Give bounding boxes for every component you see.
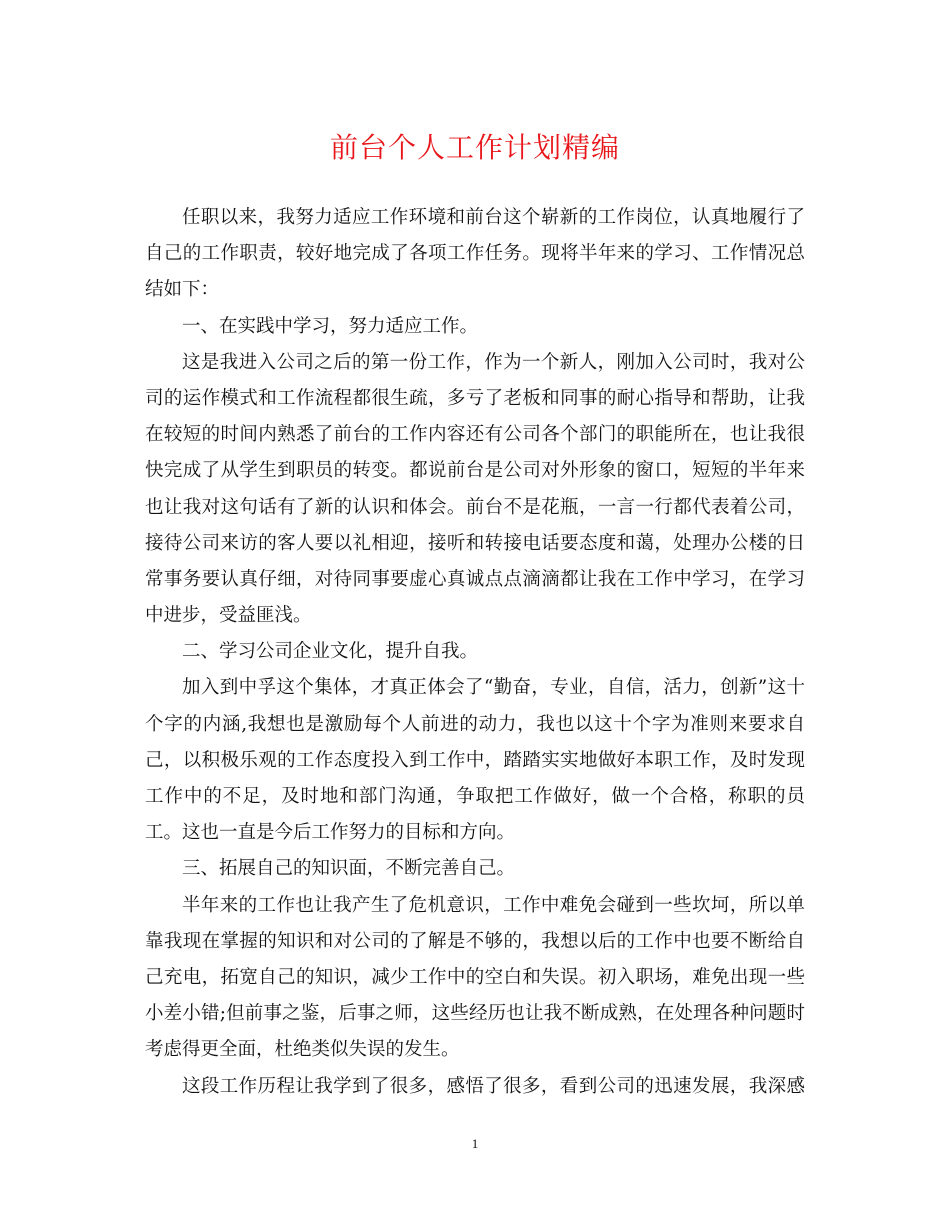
page-number: 1: [471, 1136, 479, 1151]
text-line: 常事务要认真仔细，对待同事要虚心真诚点点滴滴都让我在工作中学习，在学习: [145, 568, 805, 590]
text-line: 在较短的时间内熟悉了前台的工作内容还有公司各个部门的职能所在，也让我很: [145, 424, 805, 446]
text-line: 工。这也一直是今后工作努力的目标和方向。: [145, 822, 516, 844]
text-line: 半年来的工作也让我产生了危机意识，工作中难免会碰到一些坎坷，所以单: [182, 894, 805, 916]
text-line: 三、拓展自己的知识面，不断完善自己。: [182, 858, 516, 880]
document-title: 前台个人工作计划精编: [329, 131, 620, 164]
document-body: [145, 200, 805, 1105]
text-line: 己充电，拓宽自己的知识，减少工作中的空白和失误。初入职场，难免出现一些: [145, 966, 805, 988]
text-line: 加入到中孚这个集体，才真正体会了“勤奋，专业，自信，活力，创新”这十: [182, 677, 805, 699]
text-line: 考虑得更全面，杜绝类似失误的发生。: [145, 1039, 460, 1061]
text-line: 靠我现在掌握的知识和对公司的了解是不够的，我想以后的工作中也要不断给自: [145, 930, 805, 952]
text-line: 个字的内涵,我想也是激励每个人前进的动力，我也以这十个字为准则来要求自: [145, 713, 805, 735]
text-line: 快完成了从学生到职员的转变。都说前台是公司对外形象的窗口，短短的半年来: [145, 460, 805, 482]
text-line: 结如下：: [145, 279, 220, 301]
text-line: 也让我对这句话有了新的认识和体会。前台不是花瓶，一言一行都代表着公司，: [145, 496, 805, 518]
text-line: 这是我进入公司之后的第一份工作，作为一个新人，刚加入公司时，我对公: [182, 351, 805, 373]
text-line: 接待公司来访的客人要以礼相迎，接听和转接电话要态度和蔼，处理办公楼的日: [145, 532, 805, 554]
text-line: 一、在实践中学习，努力适应工作。: [182, 315, 479, 337]
text-line: 这段工作历程让我学到了很多，感悟了很多，看到公司的迅速发展，我深感: [182, 1075, 805, 1097]
text-line: 任职以来，我努力适应工作环境和前台这个崭新的工作岗位，认真地履行了: [182, 207, 805, 228]
text-line: 中进步，受益匪浅。: [145, 605, 312, 627]
text-line: 自己的工作职责，较好地完成了各项工作任务。现将半年来的学习、工作情况总: [145, 243, 805, 265]
text-line: 己，以积极乐观的工作态度投入到工作中，踏踏实实地做好本职工作，及时发现: [145, 749, 805, 771]
text-line: 二、学习公司企业文化，提升自我。: [182, 641, 479, 663]
text-line: 小差小错;但前事之鉴，后事之师，这些经历也让我不断成熟，在处理各种问题时: [145, 1003, 805, 1025]
text-line: 工作中的不足，及时地和部门沟通，争取把工作做好，做一个合格，称职的员: [145, 786, 805, 807]
text-line: 司的运作模式和工作流程都很生疏，多亏了老板和同事的耐心指导和帮助，让我: [145, 387, 805, 409]
